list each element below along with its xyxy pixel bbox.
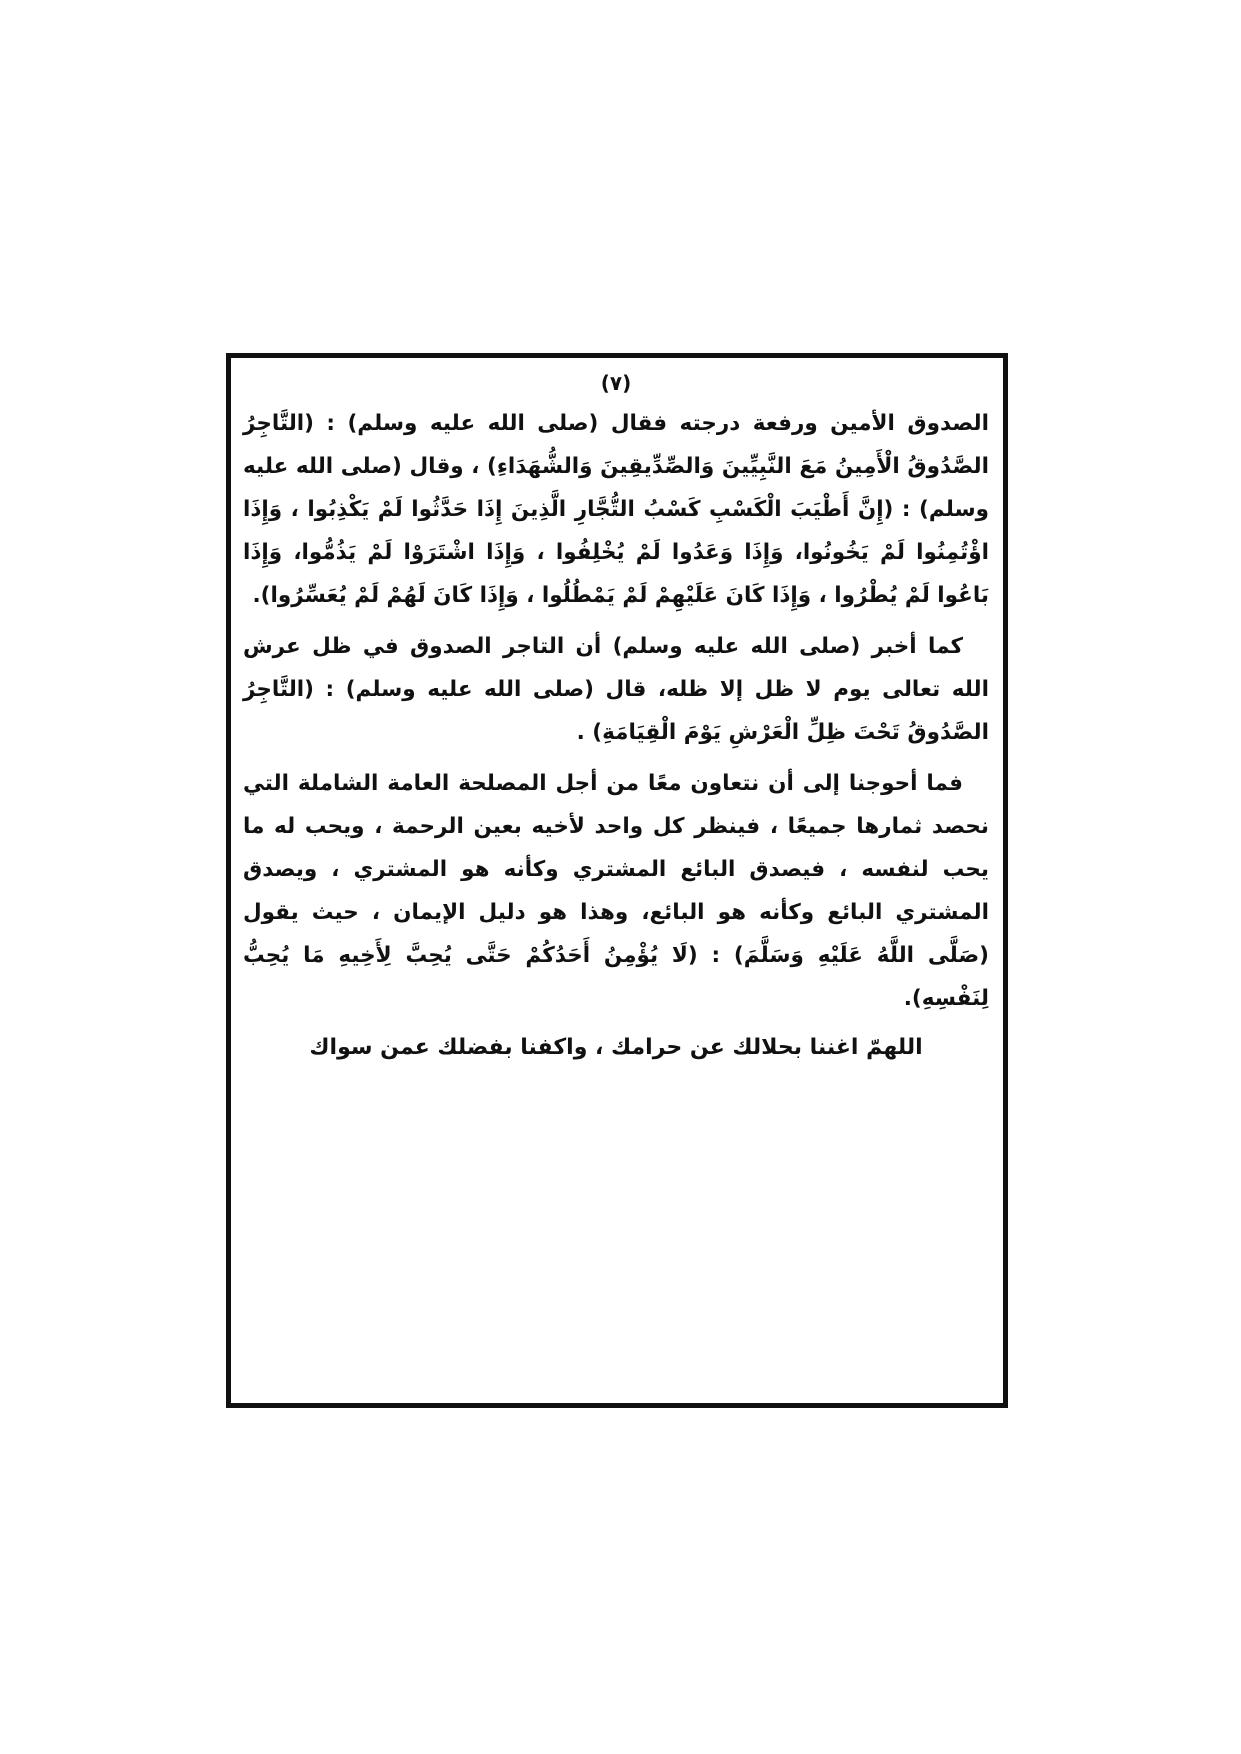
page-border-frame	[226, 353, 1008, 1408]
paragraph-cooperation: فما أحوجنا إلى أن نتعاون معًا من أجل المصلحة العامة الشاملة التي نحصد ثمارها جميعًا ، فينظر كل واحد لأخيه بعين الرحمة ، ويحب له ما يحب لنفسه ، فيصدق البائع المشتري وكأنه هو المشتري ، ويصدق المشتري البائع وكأنه هو البائع، وهذا هو دليل الإيمان ، حيث يقول (صَلَّى اللَّهُ عَلَيْهِ وَسَلَّمَ) : (لَا يُؤْمِنُ أَحَدُكُمْ حَتَّى يُحِبَّ لِأَخِيهِ مَا يُحِبُّ لِنَفْسِهِ).	[243, 771, 989, 1011]
page-number: (٧)	[600, 371, 632, 395]
paragraph-shade-of-throne: كما أخبر (صلى الله عليه وسلم) أن التاجر الصدوق في ظل عرش الله تعالى يوم لا ظل إلا ظله، قال (صلى الله عليه وسلم) : (التَّاجِرُ الصَّدُوقُ تَحْتَ ظِلِّ الْعَرْشِ يَوْمَ الْقِيَامَةِ) .	[243, 634, 989, 745]
closing-prayer: اللهمّ اغننا بحلالك عن حرامك ، واكفنا بفضلك عمن سواك	[309, 1035, 923, 1060]
page-content	[243, 366, 989, 1068]
paragraph-hadith-honest-merchant: الصدوق الأمين ورفعة درجته فقال (صلى الله عليه وسلم) : (التَّاجِرُ الصَّدُوقُ الْأَمِينُ مَعَ النَّبِيِّينَ وَالصِّدِّيقِينَ وَالشُّهَدَاءِ) ، وقال (صلى الله عليه وسلم) : (إِنَّ أَطْيَبَ الْكَسْبِ كَسْبُ التُّجَّارِ الَّذِينَ إِذَا حَدَّثُوا لَمْ يَكْذِبُوا ، وَإِذَا اؤْتُمِنُوا لَمْ يَخُونُوا، وَإِذَا وَعَدُوا لَمْ يُخْلِفُوا ، وَإِذَا اشْتَرَوْا لَمْ يَذُمُّوا، وَإِذَا بَاعُوا لَمْ يُطْرُوا ، وَإِذَا كَانَ عَلَيْهِمْ لَمْ يَمْطُلُوا ، وَإِذَا كَانَ لَهُمْ لَمْ يُعَسِّرُوا).	[243, 411, 989, 608]
